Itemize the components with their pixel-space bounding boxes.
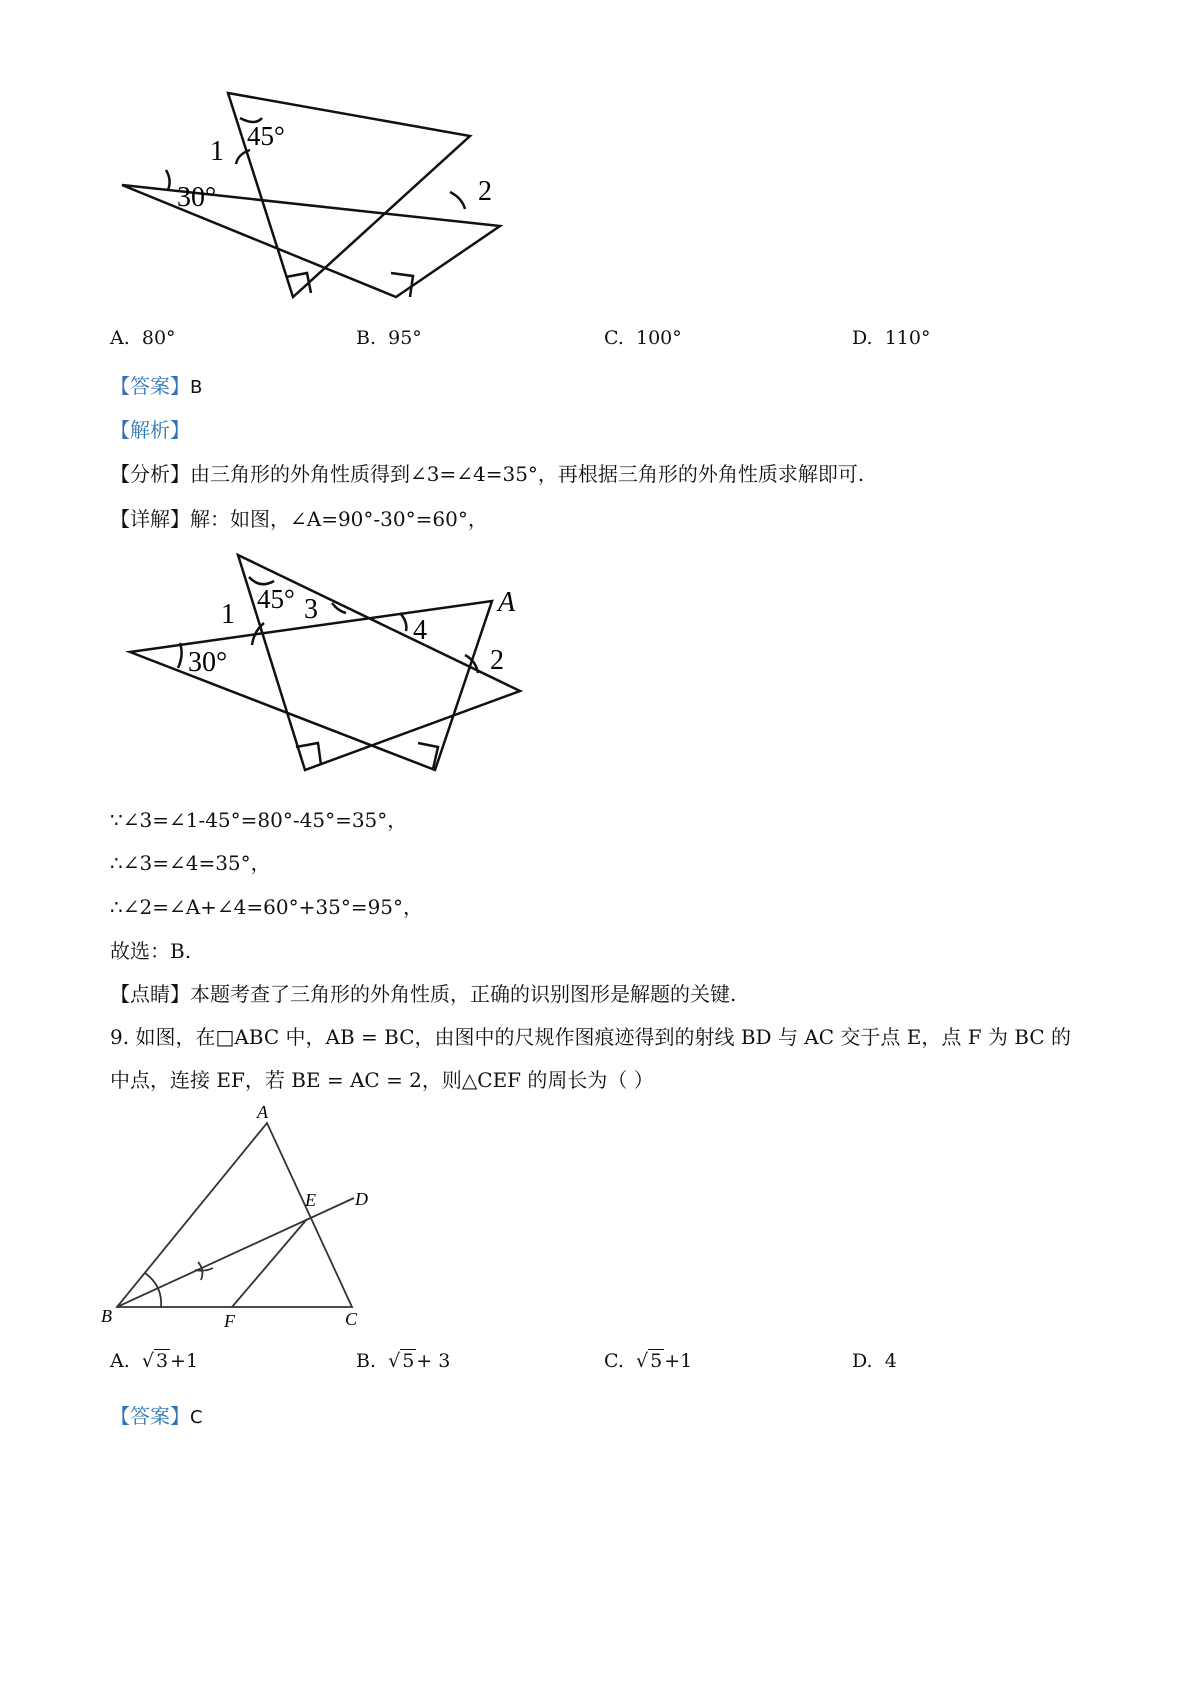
q8-step-2: ∴∠3=∠4=35°， (110, 851, 271, 875)
fig2-angle-arc-30 (178, 643, 182, 668)
fig3-label-d: D (355, 1189, 368, 1209)
fig3-label-e: E (305, 1190, 316, 1210)
q9-option-b: B. √ 5 + 3 (356, 1350, 451, 1372)
q9-option-a: A. √ 3 +1 (110, 1350, 199, 1372)
q8-xiangjie: 【详解】解：如图，∠A=90°-30°=60°， (110, 507, 488, 531)
q8-step-3: ∴∠2=∠A+∠4=60°+35°=95°， (110, 895, 424, 919)
q9-option-c: C. √ 5 +1 (604, 1350, 693, 1372)
fig1-label-1: 1 (210, 136, 224, 167)
fig1-angle-30-label: 30° (177, 182, 217, 213)
figure-2 (120, 545, 560, 785)
q8-option-a: A. 80° (110, 327, 176, 349)
q8-fenxi: 【分析】由三角形的外角性质得到∠3=∠4=35°，再根据三角形的外角性质求解即可. (110, 462, 865, 486)
q8-dianjing: 【点睛】本题考查了三角形的外角性质，正确的识别图形是解题的关键. (110, 982, 737, 1006)
q9-option-d: D. 4 (852, 1350, 897, 1372)
q9-answer: 【答案】C (110, 1404, 203, 1428)
fig2-label-3: 3 (304, 594, 318, 625)
fig1-angle-45-label: 45° (247, 121, 285, 151)
fig3-segment-ef (232, 1219, 307, 1307)
fig3-label-c: C (345, 1309, 358, 1329)
fig2-label-1: 1 (221, 599, 235, 630)
q8-option-c: C. 100° (604, 327, 682, 349)
q8-option-d: D. 110° (852, 327, 931, 349)
fig2-label-2: 2 (490, 645, 504, 676)
figure-1 (110, 80, 530, 315)
q8-analysis-heading: 【解析】 (110, 418, 190, 442)
fig2-label-a: A (498, 587, 516, 618)
fig2-angle-45-label: 45° (257, 584, 295, 614)
q8-answer: 【答案】B (110, 374, 203, 398)
fig1-angle-arc-30 (166, 170, 170, 190)
q9-text-line-2: 中点，连接 EF，若 BE = AC = 2，则△CEF 的周长为（ ） (110, 1068, 654, 1092)
fig2-label-4: 4 (413, 615, 427, 646)
fig2-angle-arc-4 (400, 613, 406, 631)
fig3-label-a: A (257, 1102, 268, 1122)
fig3-ray-bd (117, 1198, 354, 1307)
q9-text-line-1: 9. 如图，在□ABC 中，AB = BC，由图中的尺规作图痕迹得到的射线 BD 与 AC 交于点 E，点 F 为 BC 的 (110, 1025, 1072, 1049)
fig3-label-b: B (101, 1306, 112, 1326)
q8-step-1: ∵∠3=∠1-45°=80°-45°=35°， (110, 808, 408, 832)
q8-option-b: B. 95° (356, 327, 422, 349)
q8-step-4: 故选：B. (110, 939, 192, 963)
fig1-angle-arc-2 (450, 192, 465, 209)
figure-3 (95, 1100, 395, 1335)
fig3-label-f: F (224, 1311, 235, 1331)
fig1-label-2: 2 (478, 176, 492, 207)
fig2-angle-30-label: 30° (188, 647, 228, 678)
